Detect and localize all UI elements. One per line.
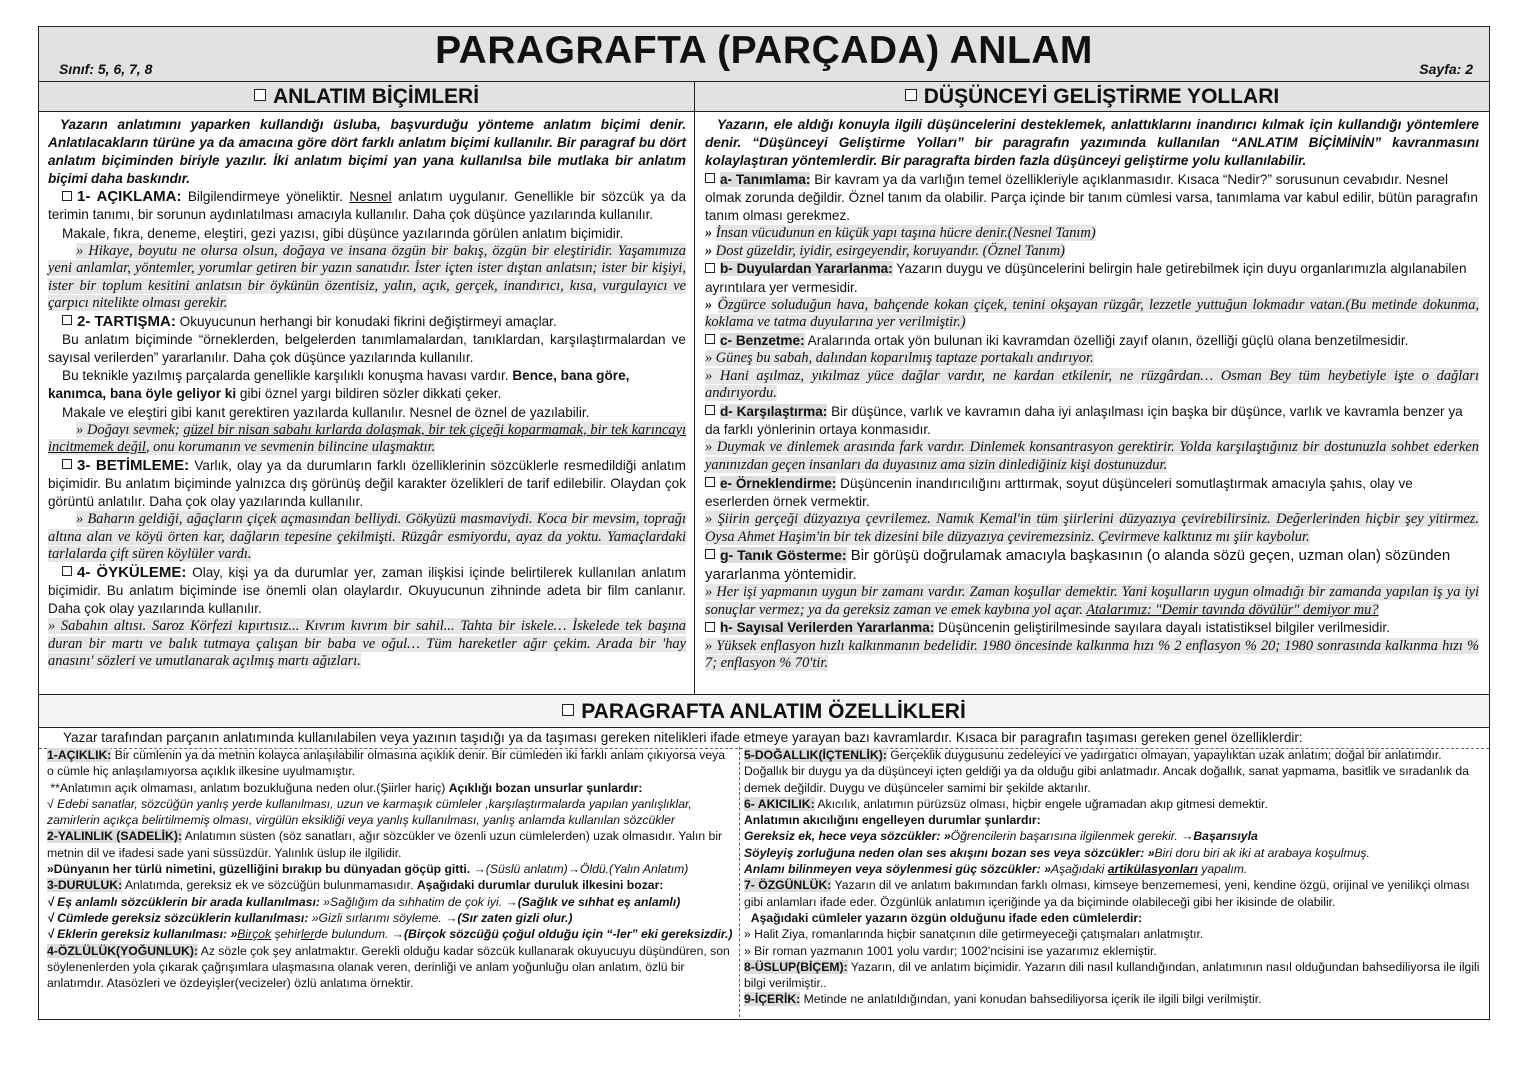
akicilik-rule-1: Gereksiz ek, hece veya sözcükler: »Öğrencilerin başarısına ilgilenmek gerekir. →Başarısıyla: [744, 829, 1258, 844]
tanimlama-example-1: » İnsan vücudunun en küçük yapı taşına hücre denir.(Nesnel Tanım): [705, 225, 1096, 242]
ozgunluk-heading: Aşağıdaki cümleler yazarın özgün olduğunu ifade eden cümlelerdir:: [750, 910, 1143, 925]
ornek-example: » Şiirin gerçeği düzyazıya çevrilemez. Namık Kemal'in tüm şiirlerini düzyazıya çevirebilirsiniz. Değerlerinden hiçbir şey yitirmez. Oysa Ahmet Haşim'in bir tek dizesini bile düzyazıya çeviremezsiniz. Çevirmeve kalktınız mı şiir kaybolur.: [705, 510, 1479, 545]
idea-development-column: [695, 82, 1489, 694]
aciklik-note: **Anlatımın açık olmaması, anlatım bozukluğuna neden olur.(Şiirler hariç) Açıklığı bozan unsurlar şunlardır:: [50, 780, 643, 795]
ozluluk-item: 4-ÖZLÜLÜK(YOĞUNLUK): Az sözle çok şey anlatmaktır. Gerekli olduğu kadar sözcük kullanarak okuyucuyu düşündüren, son söylenenlerden yola çıkarak çağrışımlara ulaşmasına olanak veren, derinliği ve anlam yoğunluğu olan anlatım, özlü bir anlatımdır. Atasözleri ve özdeyişler(vecizeler) özlü anlatıma örnektir.: [47, 943, 730, 991]
checkbox-icon: [705, 549, 715, 559]
narration-types-heading: ANLATIM BİÇİMLERİ: [39, 82, 694, 112]
narration-features-section: [39, 694, 1489, 1019]
akicilik-heading: Anlatımın akıcılığını engelleyen durumlar şunlardır:: [744, 813, 1041, 828]
ornek-section: e- Örneklendirme: Düşüncenin inandırıcılığını arttırmak, soyut düşünceleri somutlaştırmak amacıyla şahıs, olay ve eserlerden örnek vermektir.: [705, 475, 1413, 509]
betimleme-example: » Baharın geldiği, ağaçların çiçek açmasından belliydi. Gökyüzü masmaviydi. Koca bir mevsim, toprağı altına alan ve köyü örten kar, dağların tepesine çekilmişti. Rüzgâr esmiyordu, ayaz da yoktu. Yamaçlardaki tarlalarda çift süren köylüler vardı.: [48, 511, 686, 563]
page-number: Sayfa: 2: [1419, 61, 1473, 77]
aciklama-section: 1- AÇIKLAMA: Bilgilendirmeye yöneliktir. Nesnel anlatım uygulanır. Genellikle bir sözcük ya da terimin tanımı, bir sorunun aydınlatılması amacıyla kullanılır. Daha çok düşünce yazılarında kullanılır.: [48, 188, 687, 223]
checkbox-icon: [62, 191, 72, 201]
sayisal-example: » Yüksek enflasyon hızlı kalkınmanın bedelidir. 1980 öncesinde kalkınma hızı % 2 enflasyon % 20; 1980 sonrasında kalkınma hızı % 7; enflasyon % 70'tir.: [705, 637, 1479, 672]
tartisma-text: Bu anlatım biçiminde “örneklerden, belgelerden tanımlamalardan, tanıklardan, karşılaştırmalardan ve sayısal verilerden” yararlanılır. Daha çok düşünce yazılarında kullanılır.: [48, 332, 686, 366]
tartisma-section: 2- TARTIŞMA: Okuyucunun herhangi bir konudaki fikrini değiştirmeyi amaçlar.: [48, 313, 686, 331]
yalinlik-item: 2-YALINLIK (SADELİK): Anlatımın süsten (söz sanatları, ağır sözcükler ve özenli uzun cümlelerden) uzak olmasıdır. Yalın bir metnin dil ve ifadesi sade yani süssüzdür. Yalınlık üslup ile ilgilidir.: [47, 829, 723, 860]
akicilik-item: 6- AKICILIK: Akıcılık, anlatımın pürüzsüz olması, hiçbir engele uğramadan akıp gitmesi demektir.: [744, 796, 1268, 811]
ozgunluk-example-1: » Halit Ziya, romanlarında hiçbir sanatçının dile getirmeyeceği çatışmaları anlatmıştır.: [744, 927, 1204, 942]
checkbox-icon: [254, 89, 266, 101]
betimleme-section: 3- BETİMLEME: Varlık, olay ya da durumların farklı özelliklerinin sözcüklerle resmedildiği anlatım biçimidir. Bu anlatım biçiminde yalnızca dış görünüş değil karakter özelikleri de tarif edilebilir. Olaydan çok görüntü anlatılır. Daha çok olay yazılarında kullanılır.: [48, 456, 686, 509]
tanik-section: g- Tanık Gösterme: Bir görüşü doğrulamak amacıyla başkasının (o alanda sözü geçen, uzman olan) sözünden yararlanma yöntemidir.: [705, 547, 1451, 583]
duruluk-rule-1: √ Eş anlamlı sözcüklerin bir arada kullanılması: »Sağlığım da sıhhatim de çok iyi. →(Sağlık ve sıhhat eş anlamlı): [47, 894, 681, 909]
icerik-item: 9-İÇERİK: Metinde ne anlatıldığından, yani konudan bahsediliyorsa içerik ile ilgili bilgi verilmiştir.: [744, 992, 1262, 1007]
tanimlama-section: a- Tanımlama: Bir kavram ya da varlığın temel özellikleriyle açıklanmasıdır. Kısaca “Nedir?” sorusunun cevabıdır. Nesnel olmak zorunda değildir. Öznel tanım da olabilir. Parça içinde bir tanım cümlesi varsa, tanımlama var kabul edilir, bütün paragrafın tanım olması gerekmez.: [705, 171, 1478, 224]
tanik-example: » Her işi yapmanın uygun bir zamanı vardır. Zaman koşullar demektir. Yani koşulların uygun olmadığı bir zamanda yapılan iş ya iyi sonuçlar vermez; ya da gereksiz zaman ve emek kaybına yol açar. Atalarımız: "Demir tavında dövülür" demiyor mu?: [705, 584, 1479, 618]
duruluk-item: 3-DURULUK: Anlatımda, gereksiz ek ve sözcüğün bulunmamasıdır. Aşağıdaki durumlar duruluk ilkesini bozar:: [47, 878, 664, 893]
sayisal-section: h- Sayısal Verilerden Yararlanma: Düşüncenin geliştirilmesinde sayılara dayalı istatistiksel bilgiler verilmesidir.: [705, 619, 1479, 637]
ozgunluk-example-2: » Bir roman yazmanın 1001 yolu vardır; 1002'ncisini ise yazarımız eklemiştir.: [744, 943, 1157, 958]
karsilastirma-example: » Duymak ve dinlemek arasında fark vardır. Dinlemek konsantrasyon gerektirir. Yolda karşılaştığınız bir dostunuzla sohbet ederken yanınızdan geçen insanları da duyasınız ama sizin dinlediğiniz kişi dostunuzdur.: [705, 439, 1479, 473]
idea-intro: Yazarın, ele aldığı konuyla ilgili düşüncelerini desteklemek, anlattıklarını inandırıcı kılmak için kullandığı yöntemlere denir. “Düşünceyi Geliştirme Yolları” bir paragrafın yazımında kullanılan “ANLATIM BİÇİMİNİN” kavranmasını kolaylaştıran yöntemlerdir. Bir paragrafta birden fazla düşünceyi geliştirme yolu kullanılabilir.: [705, 117, 1479, 169]
aciklama-usage: Makale, fıkra, deneme, eleştiri, gezi yazısı, gibi düşünce yazılarında görülen anlatım biçimidir.: [62, 225, 624, 241]
narration-types-column: [39, 82, 695, 694]
features-right-column: [739, 747, 1485, 1017]
tartisma-usage: Makale ve eleştiri gibi kanıt gerektiren yazılarda kullanılır. Nesnel de öznel de yazılabilir.: [62, 404, 590, 420]
aciklik-list: √ Edebi sanatlar, sözcüğün yanlış yerde kullanılması, uzun ve karmaşık cümleler ,karşılaştırmalarda yapılan yanlışlıklar, zamirlerin açıkça belirtilmemiş olması, virgülün eksikliği veya yanlış kullanılması, yanlış anlamda kullanılan sözcükler: [47, 796, 692, 828]
narration-intro: Yazarın anlatımını yaparken kullandığı üsluba, başvurduğu yönteme anlatım biçimi denir. Anlatılacakların türüne ya da amacına göre dört farklı anlatım biçimi kullanılır. Bir paragraf bu dört anlatım biçiminden biriyle yazılır. İki anlatım biçimi yan yana kullanılsa bile mutlaka bir anlatım biçimi daha baskındır.: [48, 117, 686, 187]
duyular-section: b- Duyulardan Yararlanma: Yazarın duygu ve düşüncelerini belirgin hale getirebilmek için duyu organlarımızla algılanabilen ayrıntılara yer vermesidir.: [705, 261, 1467, 295]
duyular-example: » Özgürce soluduğun hava, bahçende kokan çiçek, tenini okşayan rüzgâr, lezzetle yuttuğun lokmadır vatan.(Bu metinde dokunma, koklama ve tatma duyularına yer verilmiştir.): [705, 296, 1479, 331]
checkbox-icon: [705, 263, 715, 273]
checkbox-icon: [705, 622, 715, 632]
narration-features-intro: Yazar tarafından parçanın anlatımında kullanılabilen veya yazının taşıdığı ya da taşıması gereken nitelikleri ifade etmeye yarayan bazı kavramlardır. Kısaca bir paragrafın taşıması gereken genel özelliklerdir:: [39, 728, 1489, 749]
yalinlik-example: »Dünyanın her türlü nimetini, güzelliğini bırakıp bu dünyadan göçüp gitti. →(Süslü anlatım)→Öldü.(Yalın Anlatım): [47, 862, 689, 877]
worksheet: [38, 26, 1490, 1020]
duruluk-rule-2: √ Cümlede gereksiz sözcüklerin kullanılması: »Gizli sırlarımı söyleme. →(Sır zaten gizli olur.): [47, 910, 573, 925]
dogallik-item: 5-DOĞALLIK(İÇTENLİK): Gerçeklik duygusunu zedeleyici ve yadırgatıcı olmayan, yapaylıktan uzak anlatım; doğal bir anlatımdır. Doğallık bir duygu ya da düşünceyi içten geldiği ya da olduğu gibi anlatmadır. Ancak doğallık, sanat yapmama, basitlik ve sıradanlık da demek değildir. Duygu ve düşünceler samimi bir şekilde aktarılır.: [744, 748, 1469, 795]
uslup-item: 8-ÜSLUP(BİÇEM): Yazarın, dil ve anlatım biçimidir. Yazarın dili nasıl kullandığından, anlatımının nasıl olduğundan bahsediliyorsa ile ilgili bilgi verilmiştir..: [744, 959, 1480, 991]
oykuleme-example: » Sabahın altısı. Saroz Körfezi kıpırtısız... Kıvrım kıvrım bir sahil... Tahta bir iskele… İskelede tek başına duran bir martı ve balık tutmaya çalışan bir baba ve oğul… Tüm hareketler ağır çekim. Arada bir 'hay anasını' sözleri ve umutlanarak açılmış martı ağızları.: [48, 618, 686, 670]
idea-development-heading: DÜŞÜNCEYİ GELİŞTİRME YOLLARI: [695, 82, 1489, 112]
page-header: [39, 27, 1489, 82]
ozgunluk-item: 7- ÖZGÜNLÜK: Yazarın dil ve anlatım bakımından farklı olması, kimseye benzememesi, yeni, kendine özgü, orijinal ve yenilikçi olması gibi anlamları ifade eder. Özgünlük anlatımın içeriğinde ya da biçiminde olabileceği gibi her ikisinde de olabilir.: [744, 878, 1470, 909]
duruluk-rule-3: √ Eklerin gereksiz kullanılması: »Birçok şehirlerde bulundum. →(Birçok sözcüğü çoğul olduğu için “-ler” eki gereksizdir.): [47, 927, 733, 942]
aciklik-item: 1-AÇIKLIK: Bir cümlenin ya da metnin kolayca anlaşılabilir olmasına açıklık denir. Bir cümleden iki farklı anlam çıkıyorsa veya o cümle hiç anlaşılamıyorsa açıklık ilkesine uyulmamıştır.: [47, 748, 726, 779]
checkbox-icon: [705, 405, 715, 415]
benzetme-example-2: » Hani aşılmaz, yıkılmaz yüce dağlar vardır, ne kardan etkilenir, ne rüzgârdan… Osman Bey tüm heybetiyle işte o dağları andırıyordu.: [705, 367, 1479, 402]
tartisma-features: Bu teknikle yazılmış parçalarda genellikle karşılıklı konuşma havası vardır. Bence, bana göre, kanımca, bana öyle geliyor ki gibi öznel yargı bildiren sözler dikkati çeker.: [48, 368, 630, 402]
checkbox-icon: [905, 89, 917, 101]
checkbox-icon: [62, 315, 72, 325]
checkbox-icon: [62, 566, 72, 576]
features-left-column: [47, 747, 735, 991]
checkbox-icon: [705, 173, 715, 183]
tanimlama-example-2: » Dost güzeldir, iyidir, esirgeyendir, koruyandır. (Öznel Tanım): [705, 242, 1065, 259]
karsilastirma-section: d- Karşılaştırma: Bir düşünce, varlık ve kavramın daha iyi anlaşılması için başka bir düşünce, varlık ve kavramla benzer ya da farklı yönlerinin ortaya konmasıdır.: [705, 403, 1463, 438]
checkbox-icon: [705, 477, 715, 487]
narration-features-heading: PARAGRAFTA ANLATIM ÖZELLİKLERİ: [39, 695, 1489, 728]
tartisma-example: » Doğayı sevmek; güzel bir nisan sabahı kırlarda dolaşmak, bir tek çiçeği koparmamak, bir tek karıncayı incitmemek değil, onu korumanın ve sevmenin bilincine ulaşmaktır.: [48, 421, 686, 456]
grade-label: Sınıf: 5, 6, 7, 8: [59, 61, 153, 77]
page-title: PARAGRAFTA (PARÇADA) ANLAM: [435, 29, 1093, 72]
checkbox-icon: [705, 334, 715, 344]
akicilik-rule-3: Anlamı bilinmeyen veya söylenmesi güç sözcükler: »Aşağıdaki artikülasyonları yapalım.: [744, 862, 1248, 877]
aciklama-example: » Hikaye, boyutu ne olursa olsun, doğaya ve insana özgün bir bakış, özgün bir eleştiridir. Yaşamımıza yeni anlamlar, yöntemler, yorumlar getiren bir yazın sanatıdır. İster içten ister dıştan anlatsın; ister bir kişiyi, ister bir toplum kesitini anlatsın bir öykünün özentisiz, yalın, açık, gerçek, inandırıcı, kısa, vurgulayıcı ve çarpıcı nitelikte olması gerekir.: [48, 242, 686, 312]
checkbox-icon: [562, 704, 574, 716]
akicilik-rule-2: Söyleyiş zorluğuna neden olan ses akışını bozan ses veya sözcükler: »Biri doru biri ak iki at arabaya koşulmuş.: [744, 845, 1370, 860]
checkbox-icon: [62, 459, 72, 469]
benzetme-example-1: » Güneş bu sabah, dalından koparılmış taptaze portakalı andırıyor.: [705, 350, 1094, 367]
benzetme-section: c- Benzetme: Aralarında ortak yön bulunan iki kavramdan özelliği zayıf olanın, özelliği güçlü olana benzetilmesidir.: [705, 332, 1479, 350]
oykuleme-section: 4- ÖYKÜLEME: Olay, kişi ya da durumlar yer, zaman ilişkisi içinde belirtilerek kullanılan anlatım biçimidir. Bu anlatım biçiminde ise önemli olan olaylardır. Okuyucunun zihninde adeta bir film canlanır. Daha çok olay yazılarında kullanılır.: [48, 563, 686, 617]
